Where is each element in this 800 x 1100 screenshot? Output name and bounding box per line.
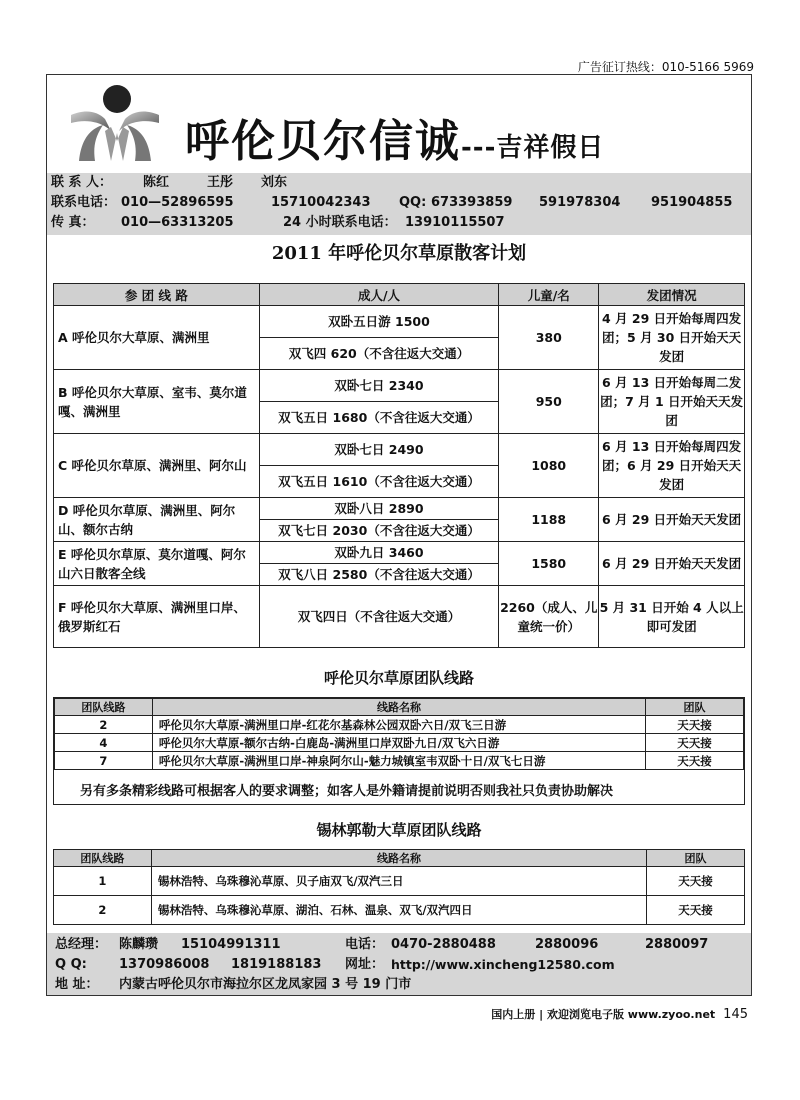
plan-table <box>53 283 745 648</box>
team-routes-table <box>54 698 744 770</box>
child-price-cell: 950 <box>499 370 599 434</box>
tel-number: 0470-2880488 <box>391 937 496 952</box>
schedule-cell: 6 月 13 日开始每周四发团；6 月 29 日开始天天发团 <box>599 434 745 498</box>
child-price-cell: 2260（成人、儿童统一价） <box>499 586 599 648</box>
contact-block <box>47 173 751 235</box>
table-row <box>55 752 744 770</box>
adult-price-cell: 双飞八日 2580（不含往返大交通） <box>259 564 499 586</box>
route-name: 呼伦贝尔大草原-额尔古纳-白鹿岛-满洲里口岸双卧九日/双飞六日游 <box>152 734 645 752</box>
hotline24-label: 24 小时联系电话： <box>283 215 397 230</box>
route-name: 锡林浩特、乌珠穆沁草原、贝子庙双飞/双汽三日 <box>151 867 646 896</box>
adult-price-cell: 双飞七日 2030（不含往返大交通） <box>259 520 499 542</box>
qq-number: 951904855 <box>651 195 733 210</box>
contact-people-label: 联 系 人： <box>51 175 113 190</box>
column-header: 参 团 线 路 <box>54 284 260 306</box>
team-status: 天天接 <box>646 716 744 734</box>
page-footer-text: 国内上册 | 欢迎浏览电子版 www.zyoo.net <box>491 1008 716 1021</box>
table-row <box>54 542 745 564</box>
route-name: 呼伦贝尔大草原-满洲里口岸-红花尔基森林公园双卧六日/双飞三日游 <box>152 716 645 734</box>
contact-person: 刘东 <box>261 175 288 190</box>
plan-title: 2011 年呼伦贝尔草原散客计划 <box>271 243 527 264</box>
column-header: 发团情况 <box>599 284 745 306</box>
qq-number: 591978304 <box>539 195 621 210</box>
adult-price-cell: 双卧九日 3460 <box>259 542 499 564</box>
tel-label: 电话： <box>345 937 385 952</box>
adult-price-cell: 双卧五日游 1500 <box>259 306 499 338</box>
route-number: 4 <box>55 734 153 752</box>
fax-label: 传 真： <box>51 215 95 230</box>
column-header: 团队 <box>646 699 744 716</box>
hotline24-number: 13910115507 <box>405 215 505 230</box>
xilin-routes-table <box>53 849 745 925</box>
adult-price-cell: 双飞五日 1610（不含往返大交通） <box>259 466 499 498</box>
gm-label: 总经理： <box>55 937 108 952</box>
column-header: 线路名称 <box>151 850 646 867</box>
qq-label: QQ: <box>399 195 427 210</box>
table-row <box>54 306 745 338</box>
schedule-cell: 5 月 31 日开始 4 人以上即可发团 <box>599 586 745 648</box>
address-label: 地 址： <box>55 977 99 992</box>
ad-frame <box>46 74 752 996</box>
route-cell: A 呼伦贝尔大草原、满洲里 <box>54 306 260 370</box>
adult-price-cell: 双飞四日（不含往返大交通） <box>259 586 499 648</box>
route-name: 锡林浩特、乌珠穆沁草原、湖泊、石林、温泉、双飞/双汽四日 <box>151 896 646 925</box>
title-sub: ---吉祥假日 <box>461 133 605 163</box>
adult-price-cell: 双飞五日 1680（不含往返大交通） <box>259 402 499 434</box>
fax-number: 010—63313205 <box>121 215 234 230</box>
table-row <box>54 896 745 925</box>
column-header: 成人/人 <box>259 284 499 306</box>
column-header: 团队线路 <box>54 850 152 867</box>
table-row <box>54 370 745 402</box>
footer-qq-number: 1819188183 <box>231 957 322 972</box>
team-status: 天天接 <box>646 752 744 770</box>
ad-hotline: 广告征订热线：010-5166 5969 <box>577 60 754 74</box>
title-main: 呼伦贝尔信诚 <box>185 116 461 167</box>
company-logo <box>65 81 165 165</box>
adult-price-cell: 双卧八日 2890 <box>259 498 499 520</box>
route-cell: C 呼伦贝尔草原、满洲里、阿尔山 <box>54 434 260 498</box>
table-row <box>54 434 745 466</box>
adult-price-cell: 双飞四 620（不含往返大交通） <box>259 338 499 370</box>
tel-number: 2880097 <box>645 937 709 952</box>
contact-person: 王彤 <box>207 175 234 190</box>
company-title <box>185 105 604 169</box>
child-price-cell: 1188 <box>499 498 599 542</box>
team-status: 天天接 <box>647 896 745 925</box>
route-number: 7 <box>55 752 153 770</box>
table-row <box>55 734 744 752</box>
tel-number: 2880096 <box>535 937 599 952</box>
phone-number: 010—52896595 <box>121 195 234 210</box>
footer-qq-number: 1370986008 <box>119 957 210 972</box>
adult-price-cell: 双卧七日 2490 <box>259 434 499 466</box>
phone-number: 15710042343 <box>271 195 371 210</box>
route-cell: B 呼伦贝尔大草原、室韦、莫尔道嘎、满洲里 <box>54 370 260 434</box>
table-row <box>55 716 744 734</box>
table-row <box>54 586 745 648</box>
route-name: 呼伦贝尔大草原-满洲里口岸-神泉阿尔山-魅力城镇室韦双卧十日/双飞七日游 <box>152 752 645 770</box>
child-price-cell: 1080 <box>499 434 599 498</box>
table-row <box>54 867 745 896</box>
website-label: 网址： <box>345 957 385 972</box>
table-header-row <box>54 850 745 867</box>
child-price-cell: 380 <box>499 306 599 370</box>
team-status: 天天接 <box>646 734 744 752</box>
route-cell: F 呼伦贝尔大草原、满洲里口岸、俄罗斯红石 <box>54 586 260 648</box>
page-number: 145 <box>723 1007 748 1022</box>
gm-name: 陈麟瓒 <box>119 937 159 952</box>
team-routes-box <box>53 697 745 805</box>
header <box>47 75 751 173</box>
page-footer <box>491 1006 748 1022</box>
footer-qq-label: Q Q: <box>55 957 87 972</box>
column-header: 团队 <box>647 850 745 867</box>
team-status: 天天接 <box>647 867 745 896</box>
schedule-cell: 6 月 13 日开始每周二发团；7 月 1 日开始天天发团 <box>599 370 745 434</box>
child-price-cell: 1580 <box>499 542 599 586</box>
column-header: 线路名称 <box>152 699 645 716</box>
xilin-routes-title: 锡林郭勒大草原团队线路 <box>316 821 482 839</box>
schedule-cell: 6 月 29 日开始天天发团 <box>599 542 745 586</box>
column-header: 团队线路 <box>55 699 153 716</box>
route-cell: D 呼伦贝尔草原、满洲里、阿尔山、额尔古纳 <box>54 498 260 542</box>
table-row <box>54 498 745 520</box>
address: 内蒙古呼伦贝尔市海拉尔区龙凤家园 3 号 19 门市 <box>119 977 412 992</box>
route-number: 1 <box>54 867 152 896</box>
schedule-cell: 4 月 29 日开始每周四发团；5 月 30 日开始天天发团 <box>599 306 745 370</box>
column-header: 儿童/名 <box>499 284 599 306</box>
route-cell: E 呼伦贝尔草原、莫尔道嘎、阿尔山六日散客全线 <box>54 542 260 586</box>
adult-price-cell: 双卧七日 2340 <box>259 370 499 402</box>
phone-label: 联系电话： <box>51 195 117 210</box>
table-header-row <box>54 284 745 306</box>
team-routes-note: 另有多条精彩线路可根据客人的要求调整；如客人是外籍请提前说明否则我社只负责协助解决 <box>80 784 614 799</box>
qq-number: 673393859 <box>431 195 513 210</box>
route-number: 2 <box>55 716 153 734</box>
website-link[interactable]: http://www.xincheng12580.com <box>391 957 615 972</box>
table-header-row <box>55 699 744 716</box>
footer-contact <box>47 933 751 995</box>
team-routes-title: 呼伦贝尔草原团队线路 <box>323 669 474 687</box>
route-number: 2 <box>54 896 152 925</box>
contact-person: 陈红 <box>143 175 170 190</box>
gm-phone: 15104991311 <box>181 937 281 952</box>
schedule-cell: 6 月 29 日开始天天发团 <box>599 498 745 542</box>
